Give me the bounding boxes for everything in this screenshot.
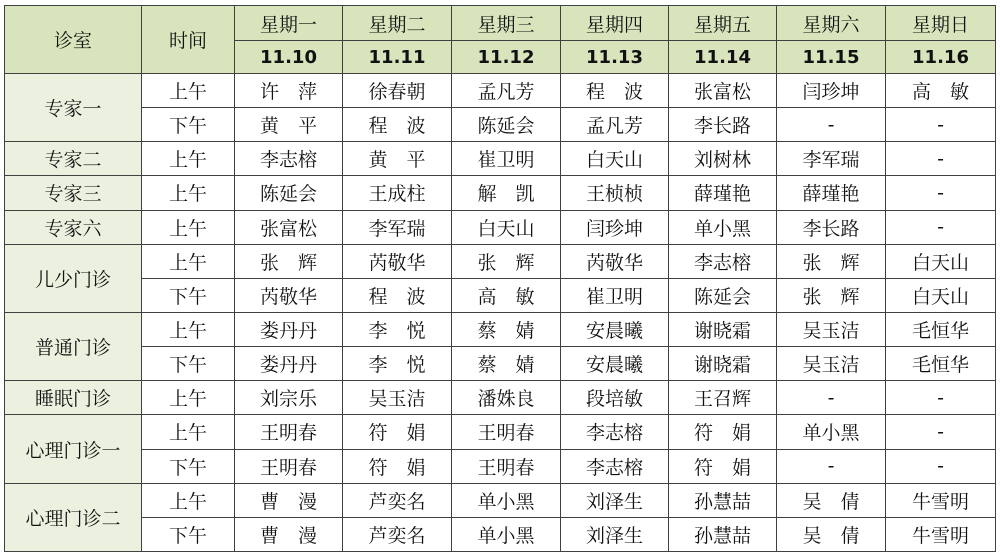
doctor-cell: 李 悦 <box>343 312 452 346</box>
date-header: 11.14 <box>669 41 777 74</box>
doctor-cell: 单小黑 <box>777 415 886 449</box>
session-time-cell: 上午 <box>142 210 235 244</box>
doctor-cell: 刘树林 <box>669 142 777 176</box>
doctor-cell: 张 辉 <box>452 244 561 278</box>
date-header: 11.16 <box>886 41 996 74</box>
doctor-cell: 陈延会 <box>235 176 343 210</box>
doctor-cell: - <box>886 108 996 142</box>
doctor-cell: 刘泽生 <box>561 517 669 551</box>
session-time-cell: 下午 <box>142 108 235 142</box>
doctor-cell: 刘泽生 <box>561 483 669 517</box>
doctor-cell: - <box>886 449 996 483</box>
doctor-cell: 陈延会 <box>452 108 561 142</box>
doctor-cell: 娄丹丹 <box>235 312 343 346</box>
doctor-cell: 崔卫明 <box>452 142 561 176</box>
doctor-cell: 程 波 <box>343 278 452 312</box>
clinic-name-cell: 专家六 <box>5 210 142 244</box>
doctor-cell: 牛雪明 <box>886 517 996 551</box>
doctor-cell: 王桢桢 <box>561 176 669 210</box>
doctor-cell: 芮敬华 <box>343 244 452 278</box>
day-header: 星期二 <box>343 6 452 41</box>
doctor-cell: 程 波 <box>561 74 669 108</box>
doctor-cell: 李长路 <box>669 108 777 142</box>
doctor-cell: - <box>886 210 996 244</box>
doctor-cell: 芦奕名 <box>343 483 452 517</box>
table-row <box>5 176 996 210</box>
doctor-cell: 张富松 <box>235 210 343 244</box>
clinic-name-cell: 普通门诊 <box>5 312 142 380</box>
time-column-header: 时间 <box>142 6 235 74</box>
session-time-cell: 上午 <box>142 142 235 176</box>
doctor-cell: 李长路 <box>777 210 886 244</box>
session-time-cell: 上午 <box>142 244 235 278</box>
session-time-cell: 上午 <box>142 415 235 449</box>
doctor-cell: 曹 漫 <box>235 517 343 551</box>
doctor-cell: 薛瑾艳 <box>669 176 777 210</box>
table-row <box>5 108 996 142</box>
doctor-cell: 符 娟 <box>343 415 452 449</box>
doctor-cell: 毛恒华 <box>886 312 996 346</box>
doctor-cell: 吴 倩 <box>777 483 886 517</box>
clinic-name-cell: 专家二 <box>5 142 142 176</box>
table-row <box>5 449 996 483</box>
day-header: 星期五 <box>669 6 777 41</box>
doctor-cell: 谢晓霜 <box>669 347 777 381</box>
doctor-cell: 徐春朝 <box>343 74 452 108</box>
doctor-cell: 刘宗乐 <box>235 381 343 415</box>
table-row <box>5 74 996 108</box>
day-header: 星期四 <box>561 6 669 41</box>
doctor-cell: 段培敏 <box>561 381 669 415</box>
date-header: 11.10 <box>235 41 343 74</box>
session-time-cell: 下午 <box>142 278 235 312</box>
doctor-cell: 娄丹丹 <box>235 347 343 381</box>
session-time-cell: 下午 <box>142 449 235 483</box>
doctor-cell: 王召辉 <box>669 381 777 415</box>
doctor-cell: 闫珍坤 <box>561 210 669 244</box>
clinic-name-cell: 心理门诊一 <box>5 415 142 483</box>
table-row <box>5 517 996 551</box>
date-header: 11.15 <box>777 41 886 74</box>
doctor-cell: 白天山 <box>886 278 996 312</box>
date-header: 11.13 <box>561 41 669 74</box>
doctor-cell: 蔡 婧 <box>452 312 561 346</box>
doctor-cell: 白天山 <box>561 142 669 176</box>
doctor-cell: 黄 平 <box>235 108 343 142</box>
doctor-cell: 安晨曦 <box>561 312 669 346</box>
date-header: 11.11 <box>343 41 452 74</box>
doctor-cell: 符 娟 <box>669 449 777 483</box>
doctor-cell: 吴玉洁 <box>777 347 886 381</box>
doctor-cell: 吴 倩 <box>777 517 886 551</box>
doctor-cell: 李 悦 <box>343 347 452 381</box>
clinic-name-cell: 心理门诊二 <box>5 483 142 551</box>
doctor-cell: 李志榕 <box>561 415 669 449</box>
doctor-cell: 符 娟 <box>669 415 777 449</box>
doctor-cell: - <box>886 381 996 415</box>
doctor-cell: 牛雪明 <box>886 483 996 517</box>
day-header: 星期一 <box>235 6 343 41</box>
day-header: 星期六 <box>777 6 886 41</box>
doctor-cell: 高 敏 <box>452 278 561 312</box>
doctor-cell: 吴玉洁 <box>343 381 452 415</box>
doctor-cell: 程 波 <box>343 108 452 142</box>
doctor-cell: 王明春 <box>235 415 343 449</box>
table-row <box>5 312 996 346</box>
doctor-cell: 李志榕 <box>561 449 669 483</box>
doctor-cell: 安晨曦 <box>561 347 669 381</box>
doctor-cell: 王明春 <box>235 449 343 483</box>
doctor-cell: 张 辉 <box>235 244 343 278</box>
doctor-cell: 王明春 <box>452 449 561 483</box>
doctor-cell: - <box>777 449 886 483</box>
doctor-cell: 白天山 <box>452 210 561 244</box>
doctor-cell: 毛恒华 <box>886 347 996 381</box>
doctor-cell: 张富松 <box>669 74 777 108</box>
doctor-cell: 张 辉 <box>777 244 886 278</box>
session-time-cell: 上午 <box>142 381 235 415</box>
session-time-cell: 下午 <box>142 517 235 551</box>
day-header: 星期日 <box>886 6 996 41</box>
clinic-name-cell: 睡眠门诊 <box>5 381 142 415</box>
table-row <box>5 142 996 176</box>
table-row <box>5 415 996 449</box>
table-row <box>5 210 996 244</box>
doctor-cell: 潘姝良 <box>452 381 561 415</box>
table-row <box>5 278 996 312</box>
doctor-cell: 高 敏 <box>886 74 996 108</box>
doctor-cell: 芦奕名 <box>343 517 452 551</box>
doctor-cell: 曹 漫 <box>235 483 343 517</box>
session-time-cell: 下午 <box>142 347 235 381</box>
clinic-name-cell: 儿少门诊 <box>5 244 142 312</box>
doctor-cell: 李志榕 <box>235 142 343 176</box>
doctor-cell: 孟凡芳 <box>561 108 669 142</box>
date-header: 11.12 <box>452 41 561 74</box>
clinic-name-cell: 专家三 <box>5 176 142 210</box>
table-row <box>5 381 996 415</box>
doctor-cell: 单小黑 <box>452 483 561 517</box>
session-time-cell: 上午 <box>142 312 235 346</box>
doctor-cell: 黄 平 <box>343 142 452 176</box>
doctor-cell: - <box>777 381 886 415</box>
doctor-cell: 蔡 婧 <box>452 347 561 381</box>
doctor-cell: 单小黑 <box>669 210 777 244</box>
day-header: 星期三 <box>452 6 561 41</box>
doctor-cell: 孙慧喆 <box>669 517 777 551</box>
doctor-cell: 崔卫明 <box>561 278 669 312</box>
doctor-cell: 孙慧喆 <box>669 483 777 517</box>
doctor-cell: 薛瑾艳 <box>777 176 886 210</box>
doctor-cell: 李军瑞 <box>343 210 452 244</box>
session-time-cell: 上午 <box>142 483 235 517</box>
clinic-column-header: 诊室 <box>5 6 142 74</box>
doctor-cell: 李志榕 <box>669 244 777 278</box>
doctor-cell: - <box>777 108 886 142</box>
table-body <box>5 74 996 552</box>
doctor-cell: 芮敬华 <box>235 278 343 312</box>
schedule-table <box>4 5 996 552</box>
day-header-row <box>5 6 996 41</box>
doctor-cell: 符 娟 <box>343 449 452 483</box>
doctor-cell: 张 辉 <box>777 278 886 312</box>
table-header <box>5 6 996 74</box>
doctor-cell: 陈延会 <box>669 278 777 312</box>
doctor-cell: - <box>886 176 996 210</box>
doctor-cell: 吴玉洁 <box>777 312 886 346</box>
doctor-cell: 芮敬华 <box>561 244 669 278</box>
doctor-cell: 许 萍 <box>235 74 343 108</box>
doctor-cell: 解 凯 <box>452 176 561 210</box>
table-row <box>5 347 996 381</box>
doctor-cell: 谢晓霜 <box>669 312 777 346</box>
doctor-cell: 王明春 <box>452 415 561 449</box>
table-row <box>5 483 996 517</box>
clinic-name-cell: 专家一 <box>5 74 142 142</box>
doctor-cell: 白天山 <box>886 244 996 278</box>
doctor-cell: - <box>886 415 996 449</box>
doctor-cell: 王成柱 <box>343 176 452 210</box>
doctor-cell: 闫珍坤 <box>777 74 886 108</box>
table-row <box>5 244 996 278</box>
doctor-cell: 李军瑞 <box>777 142 886 176</box>
session-time-cell: 上午 <box>142 176 235 210</box>
doctor-cell: 单小黑 <box>452 517 561 551</box>
doctor-cell: 孟凡芳 <box>452 74 561 108</box>
session-time-cell: 上午 <box>142 74 235 108</box>
doctor-cell: - <box>886 142 996 176</box>
